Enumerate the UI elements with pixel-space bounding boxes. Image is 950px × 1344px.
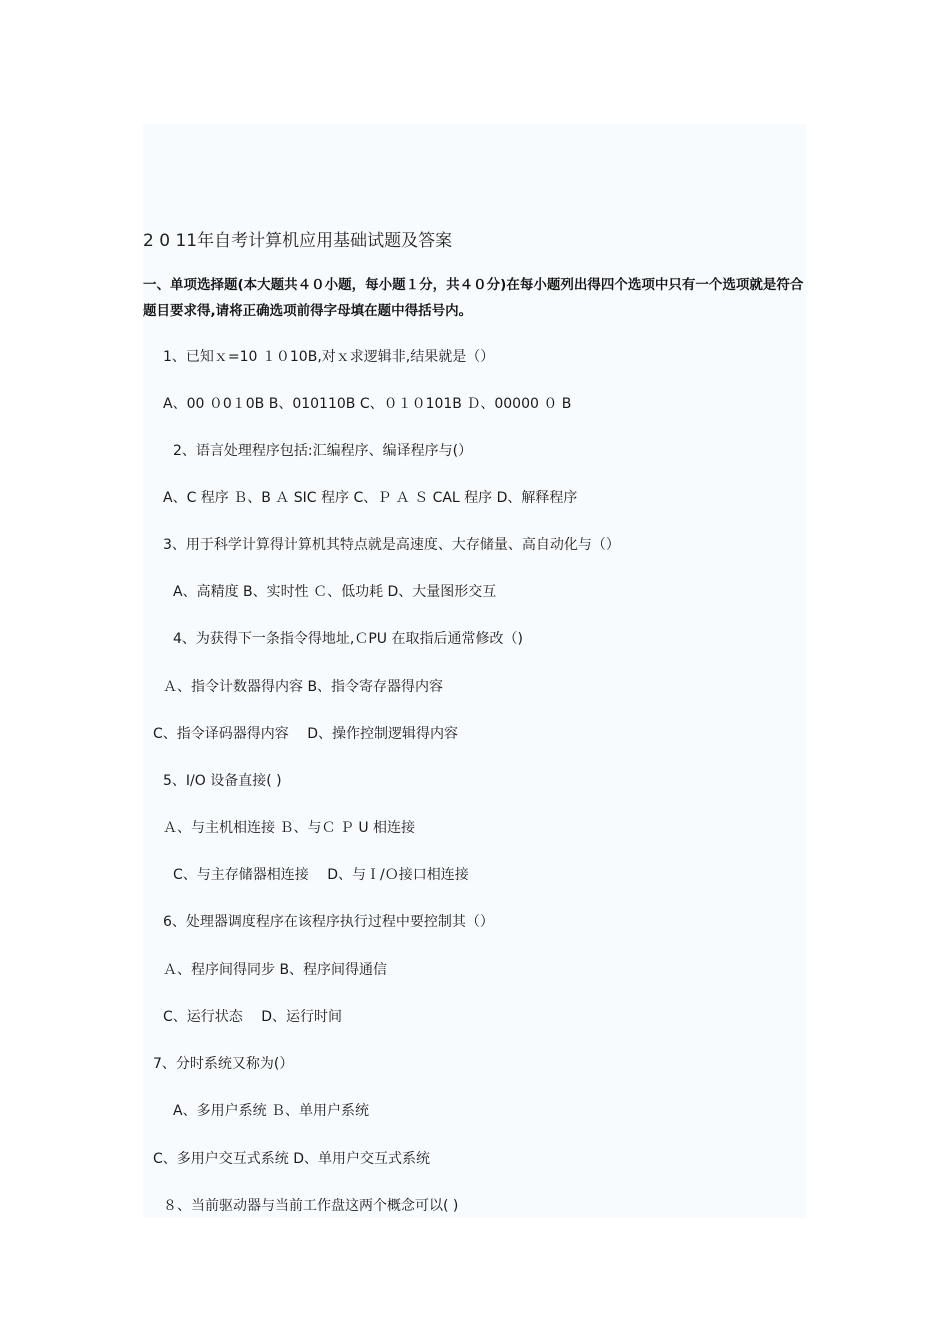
question-8: ８、当前驱动器与当前工作盘这两个概念可以( )	[163, 1198, 459, 1214]
question-6-options-ab: Ａ、程序间得同步 B、程序间得通信	[163, 962, 388, 978]
section-intro: 一、单项选择题(本大题共４０小题，每小题１分，共４０分)在每小题列出得四个选项中只有一个选项就是符合题目要求得,请将正确选项前得字母填在题中得括号内。	[143, 277, 804, 319]
question-4-options-ab: Ａ、指令计数器得内容 B、指令寄存器得内容	[163, 679, 444, 695]
question-6-options-cd: C、运行状态 D、运行时间	[163, 1009, 343, 1025]
question-5: 5、I/O 设备直接( )	[163, 773, 282, 789]
question-1-options: A、00 ０0１0B B、010110B C、０１０101B Ｄ、00000 ０ B	[163, 396, 572, 412]
question-7-options-ab: A、多用户系统 Ｂ、单用户系统	[173, 1103, 370, 1119]
document-title: 2 0 11年自考计算机应用基础试题及答案	[143, 231, 453, 251]
question-2-options: A、C 程序 Ｂ、B Ａ SIC 程序 C、Ｐ Ａ Ｓ CAL 程序 D、解释程序	[163, 490, 578, 506]
question-4-options-cd: C、指令译码器得内容 D、操作控制逻辑得内容	[153, 726, 459, 742]
question-5-options-cd: C、与主存储器相连接 D、与Ｉ/Ｏ接口相连接	[173, 867, 469, 883]
question-3: 3、用于科学计算得计算机其特点就是高速度、大存储量、高自动化与（）	[163, 537, 620, 553]
question-7-options-cd: C、多用户交互式系统 D、单用户交互式系统	[153, 1151, 431, 1167]
question-6: 6、处理器调度程序在该程序执行过程中要控制其（）	[163, 914, 494, 930]
question-4: 4、为获得下一条指令得地址,ＣPU 在取指后通常修改（)	[173, 631, 523, 647]
question-2: 2、语言处理程序包括:汇编程序、编译程序与(）	[173, 443, 473, 459]
question-3-options: A、高精度 B、实时性 Ｃ、低功耗 D、大量图形交互	[173, 584, 497, 600]
question-1: 1、已知ｘ=10 １０10B,对ｘ求逻辑非,结果就是（）	[163, 349, 495, 365]
question-5-options-ab: Ａ、与主机相连接 Ｂ、与Ｃ Ｐ U 相连接	[163, 820, 416, 836]
question-7: 7、分时系统又称为(）	[153, 1056, 294, 1072]
